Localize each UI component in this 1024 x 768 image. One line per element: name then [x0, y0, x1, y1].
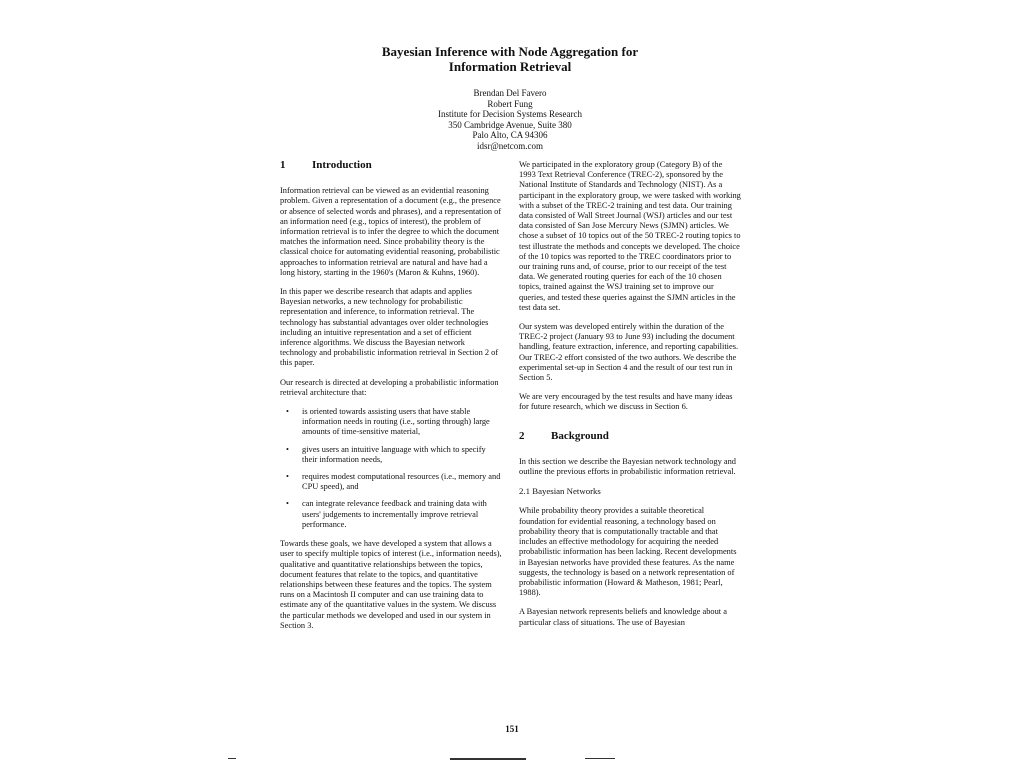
scan-mark — [585, 758, 615, 759]
section-number: 2 — [519, 429, 525, 442]
title-line-2: Information Retrieval — [448, 59, 572, 74]
bullet-item: • is oriented towards assisting users that have stable information needs in routing (i.e., sorting through) large amounts of time-sensitive material, — [280, 407, 502, 438]
scan-mark — [228, 758, 236, 759]
paper-title — [330, 44, 690, 74]
paragraph: A Bayesian network represents beliefs and knowledge about a particular class of situations. The use of Bayesian — [519, 607, 727, 627]
page-number: 151 — [505, 724, 519, 734]
subsection-heading: 2.1 Bayesian Networks — [519, 486, 601, 497]
scan-mark — [450, 758, 526, 760]
title-line-1: Bayesian Inference with Node Aggregation for — [381, 44, 639, 59]
paragraph: Towards these goals, we have developed a system that allows a user to specify multiple topics of interest (i.e., information needs), qualitative and quantitative relationships between the topics, document features that relate to the topics, and quantitative relationships between these features and the topics. The system runs on a Macintosh II computer and can use training data to estimate any of the quantitative values in the system. We discuss the particular methods we developed and used in our system in Section 3. — [280, 539, 502, 630]
bullet-item: • gives users an intuitive language with which to specify their information needs, — [280, 445, 502, 465]
author-address-street: 350 Cambridge Avenue, Suite 380 — [448, 119, 572, 130]
bullet-item: • requires modest computational resources (i.e., memory and CPU speed), and — [280, 472, 502, 492]
paragraph: Our system was developed entirely within the duration of the TREC-2 project (January 93 to June 93) including the document handling, feature extraction, inference, and reporting capabilities. Our TREC-2 effort consisted of the two authors. We describe the experimental set-up in Section 4 and the result of our test run in Section 5. — [519, 322, 739, 383]
paragraph: Our research is directed at developing a probabilistic information retrieval architecture that: — [280, 377, 499, 397]
author-email: idsr@netcom.com — [476, 140, 544, 151]
paragraph: In this section we describe the Bayesian network technology and outline the previous efforts in probabilistic information retrieval. — [519, 456, 736, 477]
paragraph: Information retrieval can be viewed as an evidential reasoning problem. Given a representation of a document (e.g., the presence or absence of selected words and phrases), and a representation of an information need (e.g., topics of interest), the problem of information retrieval is to infer the degree to which the document matches the information need. Since probability theory is the classical choice for automating evidential reasoning, probabilistic approaches to information retrieval are natural and have had a long history, starting in the 1960's (Maron & Kuhns, 1960). — [280, 186, 502, 277]
bullet-list — [280, 407, 502, 530]
bullet-item: • can integrate relevance feedback and training data with users' judgements to incrementally improve retrieval performance. — [280, 499, 502, 530]
right-column — [519, 160, 741, 637]
section-number: 1 — [280, 159, 286, 171]
author-block — [360, 88, 660, 151]
author-address-city: Palo Alto, CA 94306 — [472, 130, 548, 140]
section-heading-background — [519, 431, 741, 441]
author-name-1: Brendan Del Favero — [473, 88, 547, 98]
author-name-2: Robert Fung — [487, 98, 533, 109]
section-heading-introduction — [280, 160, 502, 170]
paragraph: While probability theory provides a suitable theoretical foundation for evidential reasoning, a technology based on probability theory that is computationally tractable and that includes an effective methodology for acquiring the needed probabilistic information has been lacking. Recent developments in Bayesian networks have provided these features. As the name suggests, the technology is based on a network representation of probabilistic information (Howard & Matheson, 1981; Pearl, 1988). — [519, 506, 737, 598]
paragraph: We participated in the exploratory group (Category B) of the 1993 Text Retrieval Conference (TREC-2), sponsored by the National Institute of Standards and Technology (NIST). As a participant in the exploratory group, we were tasked with working with a subset of the TREC-2 training and test data. Our training data consisted of Wall Street Journal (WSJ) articles and our test data consisted of San Jose Mercury News (SJMN) articles. We chose a subset of 10 topics out of the 50 TREC-2 routing topics to test illustrate the methods and concepts we developed. The choice of the 10 topics was reported to the TREC coordinators prior to our training runs and, of course, prior to our receipt of the test data. We generated routing queries for each of the 10 chosen topics, trained against the WSJ training set to improve our queries, and tested these queries against the SJMN articles in the test data set. — [519, 160, 741, 312]
left-column — [280, 160, 502, 640]
paragraph: In this paper we describe research that adapts and applies Bayesian networks, a new technology for probabilistic representation and inference, to information retrieval. The technology has substantial advantages over older technologies including an intuitive representation and a set of efficient inference algorithms. We discuss the Bayesian network technology and probabilistic information retrieval in Section 2 of this paper. — [280, 287, 499, 368]
author-affiliation: Institute for Decision Systems Research — [438, 109, 582, 119]
section-title: Background — [551, 429, 609, 442]
section-title: Introduction — [312, 159, 372, 171]
paragraph: We are very encouraged by the test results and have many ideas for future research, which we discuss in Section 6. — [519, 392, 733, 412]
